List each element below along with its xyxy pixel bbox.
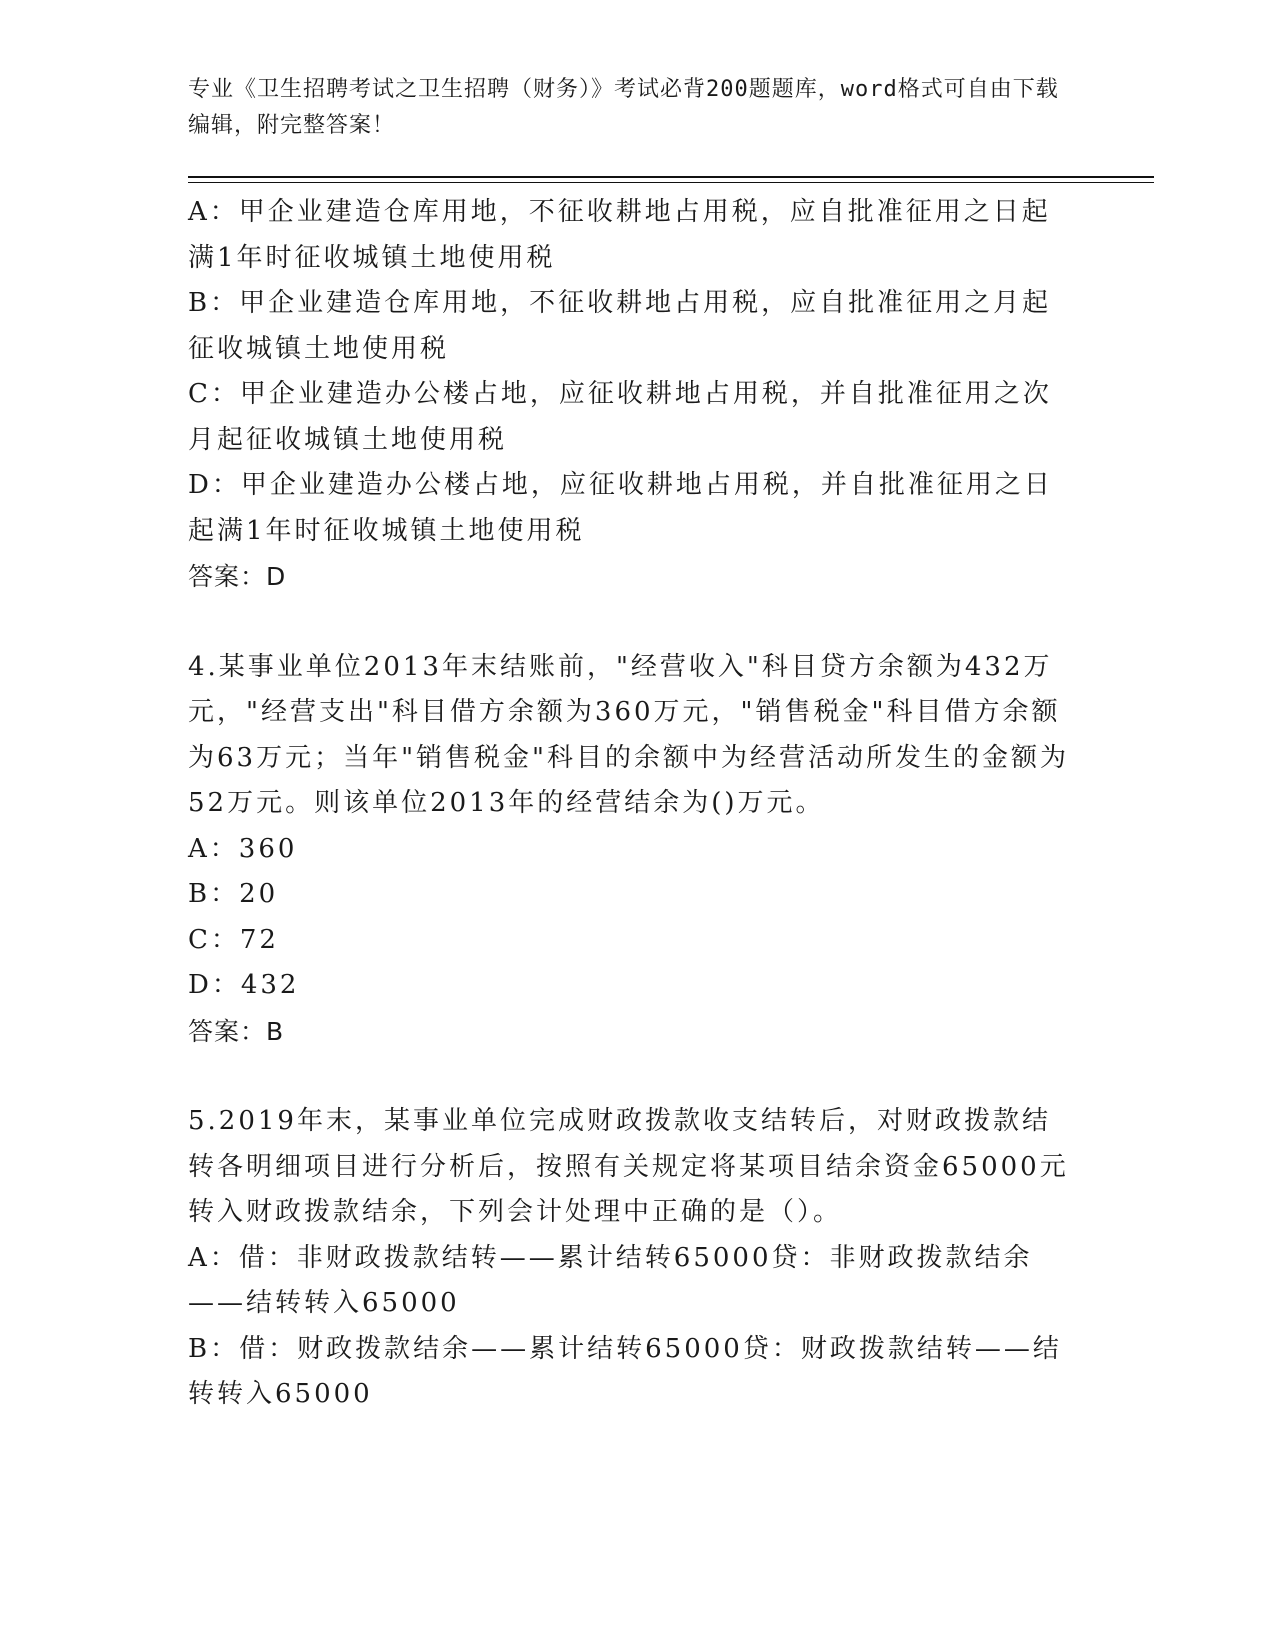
q4-question: 4.某事业单位2013年末结账前，"经营收入"科目贷方余额为432万元，"经营支出"科目借方余额为360万元，"销售税金"科目借方余额为63万元；当年"销售税金"科目的余额中为经营活动所发生的金额为52万元。则该单位2013年的经营结余为()万元。 xyxy=(188,651,1070,818)
q4-option-d: D：432 xyxy=(188,970,300,1000)
q4-option-b: B：20 xyxy=(188,879,279,909)
document-body xyxy=(188,190,1078,1418)
q4-option-c: C：72 xyxy=(188,924,279,955)
q5-option-a: A：借：非财政拨款结转——累计结转65000贷：非财政拨款结余——结转转入65000 xyxy=(188,1242,1033,1318)
q3-option-c: C：甲企业建造办公楼占地，应征收耕地占用税，并自批准征用之次月起征收城镇土地使用税 xyxy=(188,379,1052,455)
q3-answer: 答案：D xyxy=(188,562,287,591)
q4-option-a: A：360 xyxy=(188,833,298,864)
q5-question: 5.2019年末，某事业单位完成财政拨款收支结转后，对财政拨款结转各明细项目进行分析后，按照有关规定将某项目结余资金65000元转入财政拨款结余，下列会计处理中正确的是（）。 xyxy=(188,1106,1069,1227)
q4-answer: 答案：B xyxy=(188,1016,285,1046)
document-header: 专业《卫生招聘考试之卫生招聘（财务）》考试必背200题题库，word格式可自由下载编辑，附完整答案！ xyxy=(188,77,1059,138)
header-rule-thick xyxy=(188,176,1154,178)
q3-option-b: B：甲企业建造仓库用地，不征收耕地占用税，应自批准征用之月起征收城镇土地使用税 xyxy=(188,288,1052,364)
q5-option-b: B：借：财政拨款结余——累计结转65000贷：财政拨款结转——结转转入65000 xyxy=(188,1333,1062,1409)
q3-option-d: D：甲企业建造办公楼占地，应征收耕地占用税，并自批准征用之日起满1年时征收城镇土地使用税 xyxy=(188,470,1053,546)
q3-option-a: A：甲企业建造仓库用地，不征收耕地占用税，应自批准征用之日起满1年时征收城镇土地使用税 xyxy=(188,197,1051,273)
header-rule-thin xyxy=(188,182,1154,183)
